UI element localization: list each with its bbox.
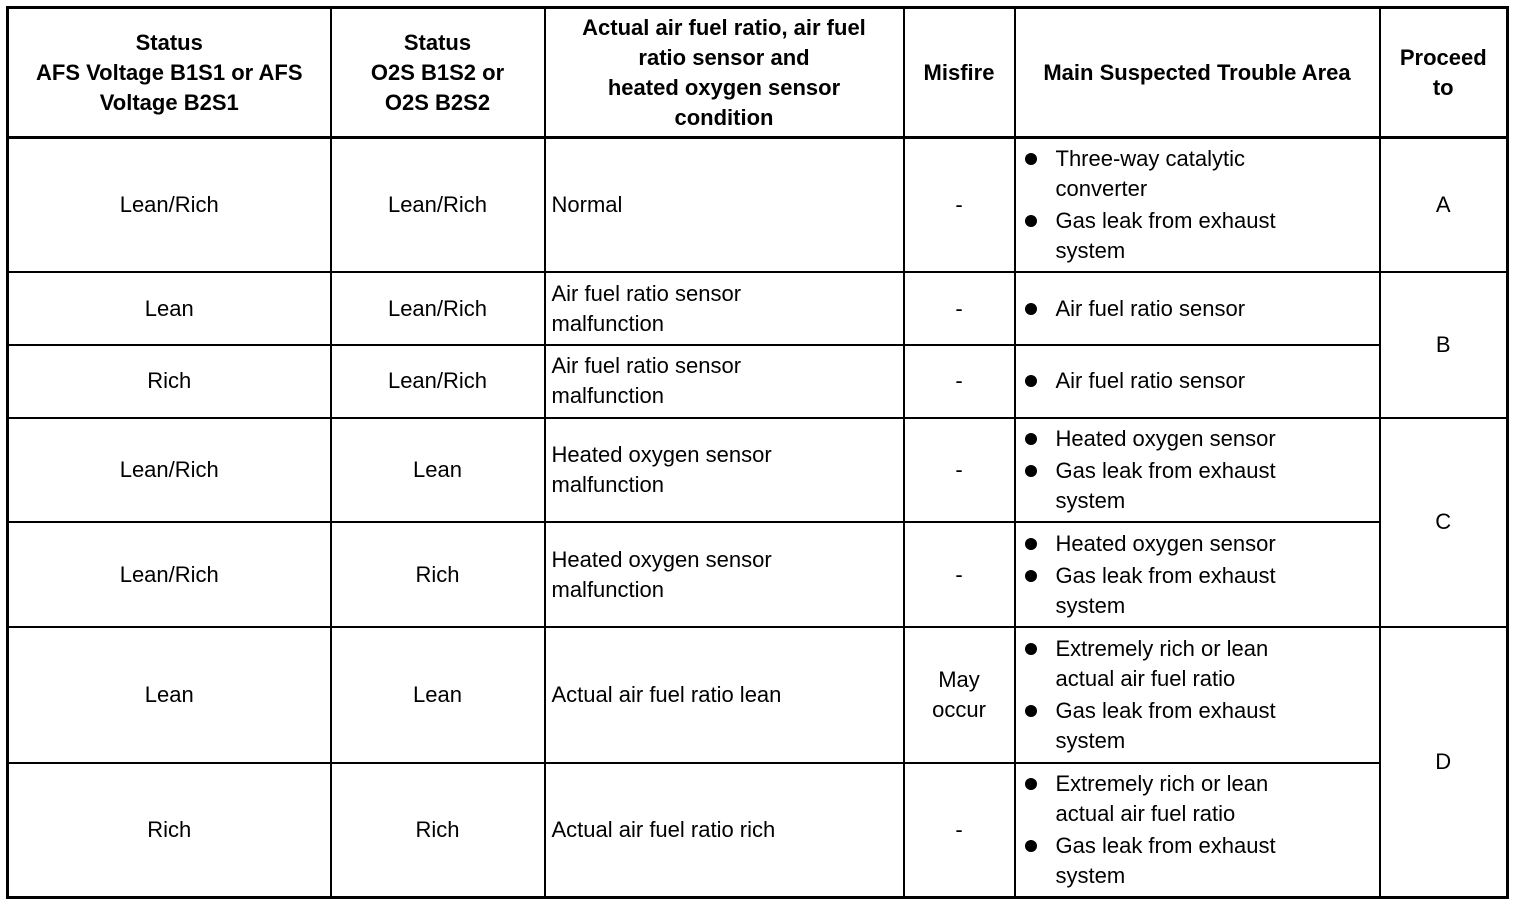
table-row [8,763,1508,898]
trouble-area-text: Extremely rich or lean [1055,770,1269,796]
list-item [1022,366,1373,396]
o2s-status-cell: Rich [331,763,545,898]
trouble-area-text: Heated oxygen sensor [1055,530,1276,556]
list-item [1022,424,1373,454]
bullet-icon [1025,778,1037,790]
afs-status-cell: Lean/Rich [8,138,331,273]
trouble-area-cell [1015,418,1380,522]
trouble-area-text: Gas leak from exhaust [1055,562,1276,588]
list-item [1022,561,1373,621]
o2s-status-cell: Lean/Rich [331,345,545,417]
proceed-cell: B [1380,272,1508,418]
header-afs-status: Status AFS Voltage B1S1 or AFS Voltage B2S1 [8,8,331,138]
o2s-status-cell: Lean/Rich [331,138,545,273]
trouble-area-text: Gas leak from exhaust [1055,208,1276,233]
bullet-icon [1025,570,1037,582]
trouble-area-text: system [1055,238,1126,263]
trouble-area-cell [1015,345,1380,417]
trouble-area-text: Extremely rich or lean [1055,636,1269,662]
list-item [1022,634,1373,694]
afs-status-cell: Rich [8,763,331,898]
trouble-area-list [1022,294,1373,324]
bullet-icon [1025,840,1037,852]
misfire-cell [904,272,1015,345]
condition-cell [545,627,904,763]
header-misfire: Misfire [904,8,1015,138]
trouble-area-cell [1015,138,1380,273]
cell-line: malfunction [551,576,665,602]
condition-cell [545,272,904,345]
cell-line: - [955,456,963,482]
o2s-status-cell: Rich [331,522,545,627]
trouble-area-text: Three-way catalytic [1055,146,1246,171]
table-row [8,627,1508,763]
condition-cell [545,345,904,417]
cell-line: Heated oxygen sensor [551,441,772,467]
list-item [1022,294,1373,324]
list-item [1022,456,1373,516]
afs-status-cell: Lean/Rich [8,418,331,522]
misfire-cell [904,418,1015,522]
cell-line: Air fuel ratio sensor [551,353,742,379]
list-item [1022,144,1373,204]
o2s-status-cell: Lean [331,418,545,522]
cell-line: malfunction [551,471,665,497]
cell-line: Actual air fuel ratio lean [551,682,782,708]
cell-line: Normal [551,192,623,217]
header-row [8,8,1508,138]
bullet-icon [1025,433,1037,445]
trouble-area-text: Air fuel ratio sensor [1055,368,1246,394]
cell-line: - [955,192,963,217]
o2s-status-cell: Lean/Rich [331,272,545,345]
bullet-icon [1025,643,1037,655]
trouble-area-list [1022,634,1373,756]
bullet-icon [1025,538,1037,550]
trouble-area-text: converter [1055,176,1148,201]
trouble-diagnosis-table [6,6,1509,899]
misfire-cell [904,763,1015,898]
condition-cell [545,763,904,898]
bullet-icon [1025,303,1037,315]
trouble-area-list [1022,366,1373,396]
cell-line: Heated oxygen sensor [551,546,772,572]
header-proceed: Proceed to [1380,8,1508,138]
proceed-cell: C [1380,418,1508,628]
list-item [1022,206,1373,266]
trouble-area-list [1022,769,1373,891]
table-row [8,138,1508,273]
o2s-status-cell: Lean [331,627,545,763]
bullet-icon [1025,465,1037,477]
misfire-cell [904,627,1015,763]
bullet-icon [1025,705,1037,717]
table-row [8,345,1508,417]
afs-status-cell: Rich [8,345,331,417]
trouble-area-list [1022,529,1373,621]
bullet-icon [1025,375,1037,387]
table-row [8,418,1508,522]
trouble-area-text: Heated oxygen sensor [1055,425,1276,451]
trouble-area-text: actual air fuel ratio [1055,800,1236,826]
trouble-area-text: Gas leak from exhaust [1055,832,1276,858]
header-o2s-status: Status O2S B1S2 or O2S B2S2 [331,8,545,138]
list-item [1022,696,1373,756]
trouble-area-text: Gas leak from exhaust [1055,698,1276,724]
cell-line: Actual air fuel ratio rich [551,816,776,842]
misfire-cell [904,345,1015,417]
trouble-area-cell [1015,627,1380,763]
proceed-cell: D [1380,627,1508,897]
trouble-area-cell [1015,763,1380,898]
cell-line: - [955,295,963,321]
misfire-cell [904,522,1015,627]
cell-line: - [955,561,963,587]
header-trouble-area: Main Suspected Trouble Area [1015,8,1380,138]
cell-line: - [955,368,963,394]
trouble-area-list [1022,144,1373,266]
table-body [8,138,1508,898]
table-row [8,522,1508,627]
trouble-area-text: Gas leak from exhaust [1055,457,1276,483]
condition-cell [545,138,904,273]
cell-line: malfunction [551,383,665,409]
cell-line: - [955,816,963,842]
afs-status-cell: Lean/Rich [8,522,331,627]
list-item [1022,769,1373,829]
trouble-area-text: actual air fuel ratio [1055,666,1236,692]
trouble-area-cell [1015,272,1380,345]
afs-status-cell: Lean [8,627,331,763]
trouble-area-list [1022,424,1373,516]
list-item [1022,831,1373,891]
condition-cell [545,418,904,522]
trouble-area-text: system [1055,487,1126,513]
trouble-area-text: system [1055,862,1126,888]
list-item [1022,529,1373,559]
bullet-icon [1025,153,1037,165]
trouble-area-text: system [1055,592,1126,618]
trouble-area-text: Air fuel ratio sensor [1055,295,1246,321]
trouble-area-text: system [1055,728,1126,754]
bullet-icon [1025,215,1037,227]
misfire-cell [904,138,1015,273]
condition-cell [545,522,904,627]
cell-line: occur [932,697,986,723]
cell-line: May [938,667,980,693]
table-row [8,272,1508,345]
proceed-cell: A [1380,138,1508,273]
header-condition: Actual air fuel ratio, air fuel ratio sensor and heated oxygen sensor condition [545,8,904,138]
trouble-area-cell [1015,522,1380,627]
cell-line: malfunction [551,310,665,336]
afs-status-cell: Lean [8,272,331,345]
cell-line: Air fuel ratio sensor [551,280,742,306]
